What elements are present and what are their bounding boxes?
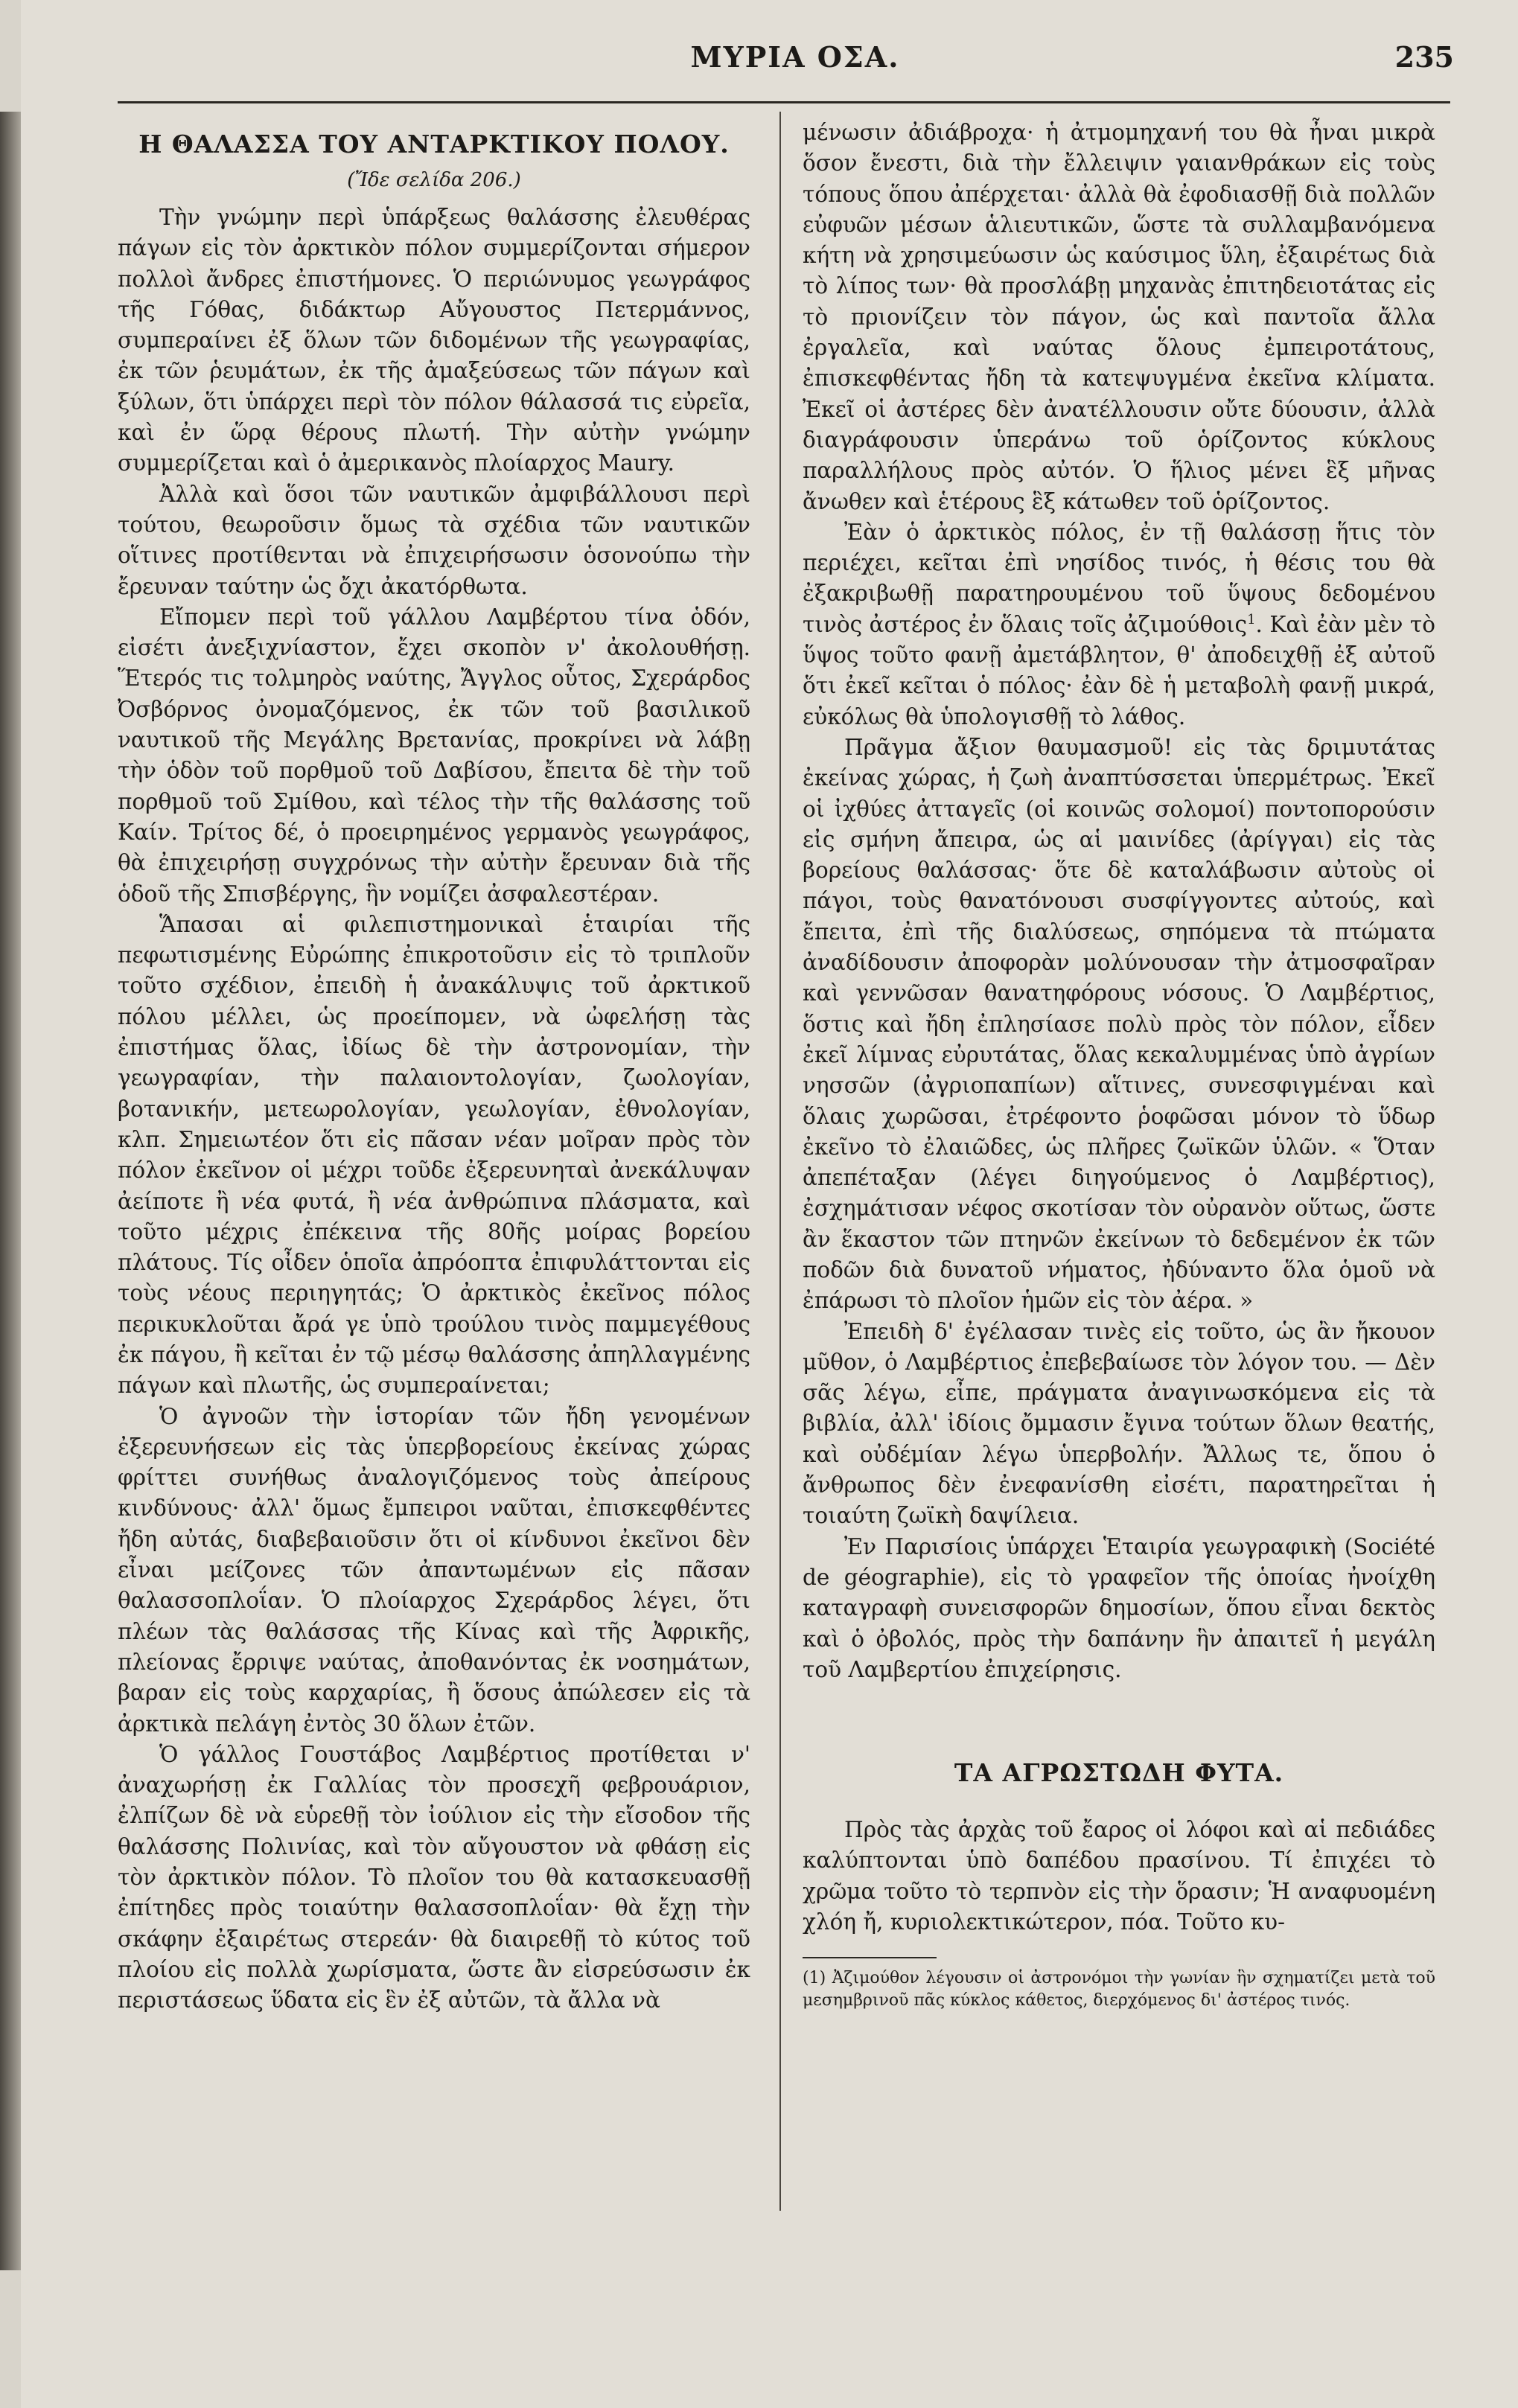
paragraph: μένωσιν ἀδιάβροχα· ἡ ἀτμομηχανή του θὰ ἦναι μικρὰ ὅσον ἔνεστι, διὰ τὴν ἔλλειψιν γαιανθράκων εἰς τοὺς τόπους ὅπου ἀπέρχεται· ἀλλὰ θὰ ἐφοδιασθῇ διὰ πολλῶν εὐφυῶν μέσων ἁλιευτικῶν, ὥστε τὰ συλλαμβανόμενα κήτη νὰ χρησιμεύωσιν ὡς καύσιμος ὕλη, ἐξαιρέτως διὰ τὸ λίπος των· θὰ προσλάβῃ μηχανὰς ἐπιτηδειοτάτας εἰς τὸ πριονίζειν τὸν πάγον, ὡς καὶ παντοῖα ἄλλα ἐργαλεῖα, καὶ ναύτας ὅλους ἐμπειροτάτους, ἐπισκεφθέντας ἤδη τὰ κατεψυγμένα ἐκεῖνα κλίματα. Ἐκεῖ οἱ ἀστέρες δὲν ἀνατέλλουσιν οὔτε δύουσιν, ἀλλὰ διαγράφουσιν ὑπεράνω τοῦ ὁρίζοντος κύκλους παραλλήλους πρὸς αὐτόν. Ὁ ἥλιος μένει ἓξ μῆνας ἄνωθεν καὶ ἑτέρους ἓξ κάτωθεν τοῦ ὁρίζοντος. bbox=[803, 120, 1435, 514]
article-title: Η ΘΑΛΑΣΣΑ ΤΟΥ ΑΝΤΑΡΚΤΙΚΟΥ ΠΟΛΟΥ. bbox=[138, 130, 730, 159]
paragraph: Ἐπειδὴ δ' ἐγέλασαν τινὲς εἰς τοῦτο, ὡς ἂν ἤκουον μῦθον, ὁ Λαμβέρτιος ἐπεβεβαίωσε τὸν λόγον του. — Δὲν σᾶς λέγω, εἶπε, πράγματα ἀναγινωσκόμενα εἰς τὰ βιβλία, ἀλλ' ἰδίοις ὄμμασιν ἔγινα τούτων ὅλων θεατής, καὶ οὐδέμίαν λέγω ὑπερβολήν. Ἄλλως τε, ὅπου ὁ ἄνθρωπος δὲν ἐνεφανίσθη εἰσέτι, παρατηρεῖται ἡ τοιαύτη ζωϊκὴ δαψίλεια. bbox=[803, 1318, 1435, 1529]
running-head-title: ΜΥΡΙΑ ΟΣΑ. bbox=[690, 40, 900, 74]
paragraph-with-footnote bbox=[803, 517, 1435, 732]
paragraph: Ἅπασαι αἱ φιλεπιστημονικαὶ ἑταιρίαι τῆς πεφωτισμένης Εὐρώπης ἐπικροτοῦσιν εἰς τὸ τριπλοῦν τοῦτο σχέδιον, ἐπειδὴ ἡ ἀνακάλυψις τοῦ ἀρκτικοῦ πόλου μέλλει, ὡς προείπομεν, νὰ ὠφελήσῃ τὰς ἐπιστήμας ὅλας, ἰδίως δὲ τὴν ἀστρονομίαν, τὴν γεωγραφίαν, τὴν παλαιοντολογίαν, ζωολογίαν, βοτανικήν, μετεωρολογίαν, γεωλογίαν, ἐθνολογίαν, κλπ. Σημειωτέον ὅτι εἰς πᾶσαν νέαν μοῖραν πρὸς τὸν πόλον ἐκεῖνον οἱ μέχρι τοῦδε ἐξερευνηταὶ ἀνεκάλυψαν ἀείποτε ἢ νέα φυτά, ἢ νέα ἀνθρώπινα πλάσματα, καὶ τοῦτο μέχρις ἐπέκεινα τῆς 80ῆς μοίρας βορείου πλάτους. Τίς οἶδεν ὁποῖα ἀπρόοπτα ἐπιφυλάττονται εἰς τοὺς νέους περιηγητάς; Ὁ ἀρκτικὸς ἐκεῖνος πόλος περικυκλοῦται ἄρά γε ὑπὸ τρούλου τινὸς παμμεγέθους ἐκ πάγου, ἢ κεῖται ἐν τῷ μέσῳ θαλάσσης ἀπηλλαγμένης πάγων καὶ πλωτῆς, ὡς συμπεραίνεται; bbox=[118, 911, 750, 1399]
paragraph: Πρᾶγμα ἄξιον θαυμασμοῦ! εἰς τὰς δριμυτάτας ἐκείνας χώρας, ἡ ζωὴ ἀναπτύσσεται ὑπερμέτρως. Ἐκεῖ οἱ ἰχθύες ἀτταγεῖς (οἱ κοινῶς σολομοί) ποντοπορούσιν εἰς σμήνη ἄπειρα, ὡς αἱ μαινίδες (ἀρίγγαι) εἰς τὰς βορείους θαλάσσας· ὅτε δὲ καταλάβωσιν αὐτοὺς οἱ πάγοι, τοὺς θανατόνουσι συσφίγγοντες αὐτούς, καὶ ἔπειτα, ἐπὶ τῆς διαλύσεως, σηπόμενα τὰ πτώματα ἀναδίδουσιν ἀποφορὰν μολύνουσαν τὴν ἀτμοσφαῖραν καὶ γεννῶσαν θανατηφόρους νόσους. Ὁ Λαμβέρτιος, ὅστις καὶ ἤδη ἐπλησίασε πολὺ πρὸς τὸν πόλον, εἶδεν ἐκεῖ λίμνας εὐρυτάτας, ὅλας κεκαλυμμένας ὑπὸ ἀγρίων νησσῶν (ἀγριοπαπίων) αἵτινες, συνεσφιγμέναι καὶ ὅλαις χωρῶσαι, ἐτρέφοντο ῥοφῶσαι μόνον τὸ ὕδωρ ἐκεῖνο τὸ ἐλαιῶδες, ὡς πλῆρες ζωϊκῶν ὑλῶν. « Ὅταν ἀπεπέταξαν (λέγει διηγούμενος ὁ Λαμβέρτιος), ἐσχημάτισαν νέφος σκοτίσαν τὸν οὐρανὸν οὕτως, ὥστε ἂν ἕκαστον τῶν πτηνῶν ἐκείνων τὸ δεδεμένον ἐκ τῶν ποδῶν διὰ δυνατοῦ νήματος, ἠδύναντο ὅλα ὁμοῦ νὰ ἐπάρωσι τὸ πλοῖον ἡμῶν εἰς τὸν ἀέρα. » bbox=[803, 734, 1435, 1314]
footnote-marker: 1 bbox=[1247, 611, 1256, 627]
binding-gutter bbox=[0, 112, 21, 2270]
header-rule bbox=[118, 101, 1450, 103]
paragraph: Ἀλλὰ καὶ ὅσοι τῶν ναυτικῶν ἀμφιβάλλουσι περὶ τούτου, θεωροῦσιν ὅμως τὰ σχέδια τῶν ναυτικῶν οἵτινες προτίθενται νὰ ἐπιχειρήσωσιν ὁσονούπω τὴν ἔρευναν ταύτην ὡς ὄχι ἀκατόρθωτα. bbox=[118, 481, 750, 599]
paragraph: Πρὸς τὰς ἀρχὰς τοῦ ἔαρος οἱ λόφοι καὶ αἱ πεδιάδες καλύπτονται ὑπὸ δαπέδου πρασίνου. Τί ἐπιχέει τὸ χρῶμα τοῦτο τὸ τερπνὸν εἰς τὴν ὅρασιν; Ἡ αναφυομένη χλόη ἤ, κυριολεκτικώτερον, πόα. Τοῦτο κυ- bbox=[803, 1817, 1435, 1935]
section-title: ΤΑ ΑΓΡΩΣΤΩΔΗ ΦΥΤΑ. bbox=[954, 1758, 1284, 1788]
book-page bbox=[21, 0, 1518, 2408]
paragraph: Ἐν Παρισίοις ὑπάρχει Ἑταιρία γεωγραφικὴ (Société de géographie), εἰς τὸ γραφεῖον τῆς ὁποίας ἠνοίχθη καταγραφὴ συνεισφορῶν δημοσίων, ὅπου εἶναι δεκτὸς καὶ ὁ ὀβολός, πρὸς τὴν δαπάνην ἣν ἀπαιτεῖ ἡ μεγάλη τοῦ Λαμβερτίου ἐπιχείρησις. bbox=[803, 1533, 1435, 1682]
paragraph: Εἴπομεν περὶ τοῦ γάλλου Λαμβέρτου τίνα ὁδόν, εἰσέτι ἀνεξιχνίαστον, ἔχει σκοπὸν ν' ἀκολουθήσῃ. Ἕτερός τις τολμηρὸς ναύτης, Ἄγγλος οὗτος, Σχεράρδος Ὀσβόρνος ὀνομαζόμενος, ἐκ τῶν τοῦ βασιλικοῦ ναυτικοῦ τῆς Μεγάλης Βρετανίας, προκρίνει νὰ λάβῃ τὴν ὁδὸν τοῦ πορθμοῦ τοῦ Δαβίσου, ἔπειτα δὲ τὴν τοῦ πορθμοῦ τοῦ Σμίθου, καὶ τέλος τὴν τῆς θαλάσσης τοῦ Καίν. Τρίτος δέ, ὁ προειρημένος γερμανὸς γεωγράφος, θὰ ἐπιχειρήσῃ συγχρόνως τὴν αὐτὴν ἔρευναν διὰ τῆς ὁδοῦ τῆς Σπισβέργης, ἣν νομίζει ἀσφαλεστέραν. bbox=[118, 604, 750, 907]
page-number: 235 bbox=[1394, 40, 1454, 74]
paragraph: Ὁ γάλλος Γουστάβος Λαμβέρτιος προτίθεται ν' ἀναχωρήσῃ ἐκ Γαλλίας τὸν προσεχῆ φεβρουάριον, ἐλπίζων δὲ νὰ εὑρεθῇ τὸν ἰούλιον εἰς τὴν εἴσοδον τῆς θαλάσσης Πολινίας, καὶ τὸν αὔγουστον νὰ φθάσῃ εἰς τὸν ἀρκτικὸν πόλον. Τὸ πλοῖον του θὰ κατασκευασθῇ ἐπίτηδες πρὸς τοιαύτην θαλασσοπλοΐαν· θὰ ἔχῃ τὴν σκάφην ἐξαιρέτως στερεάν· θὰ διαιρεθῇ τὸ κύτος τοῦ πλοίου εἰς πολλὰ χωρίσματα, ὥστε ἂν εἰσρεύσωσιν ἐκ περιστάσεως ὕδατα εἰς ἓν ἐξ αὐτῶν, τὰ ἄλλα νὰ bbox=[118, 1741, 750, 2013]
right-column bbox=[803, 118, 1435, 2012]
paragraph-text: Ἐὰν ὁ ἀρκτικὸς πόλος, ἐν τῇ θαλάσσῃ ἥτις τὸν περιέχει, κεῖται ἐπὶ νησίδος τινός, ἡ θέσις του θὰ ἐξακριβωθῇ παρατηρουμένου τοῦ ὕψους δεδομένου τινὸς ἀστέρος ἐν ὅλαις τοῖς ἀζιμούθοις bbox=[803, 519, 1435, 637]
footnote-rule bbox=[803, 1957, 937, 1958]
paragraph: Ὁ ἀγνοῶν τὴν ἱστορίαν τῶν ἤδη γενομένων ἐξερευνήσεων εἰς τὰς ὑπερβορείους ἐκείνας χώρας φρίττει συνήθως ἀναλογιζόμενος τοὺς ἀπείρους κινδύνους· ἀλλ' ὅμως ἔμπειροι ναῦται, ἐπισκεφθέντες ἤδη αὐτάς, διαβεβαιοῦσιν ὅτι οἱ κίνδυνοι ἐκεῖνοι δὲν εἶναι μείζονες τῶν ἀπαντωμένων εἰς πᾶσαν θαλασσοπλοΐαν. Ὁ πλοίαρχος Σχεράρδος λέγει, ὅτι πλέων τὰς θαλάσσας τῆς Κίνας καὶ τῆς Ἀφρικῆς, πλείονας ἔρριψε ναύτας, ἀποθανόντας ἐκ νοσημάτων, βαραν εἰς τοὺς καρχαρίας, ἢ ὅσους ἀπώλεσεν εἰς τὰ ἀρκτικὰ πελάγη ἐντὸς 30 ὅλων ἐτῶν. bbox=[118, 1403, 750, 1737]
paragraph-text: . Καὶ ἐὰν μὲν τὸ ὕψος τοῦτο φανῇ ἀμετάβλητον, θ' ἀποδειχθῇ ἐξ αὐτοῦ ὅτι ἐκεῖ κεῖται ὁ πόλος· ἐὰν δὲ ἡ μεταβολὴ φανῇ μικρά, εὐκόλως θὰ ὑπολογισθῇ τὸ λάθος. bbox=[803, 611, 1435, 729]
paragraph: Τὴν γνώμην περὶ ὑπάρξεως θαλάσσης ἐλευθέρας πάγων εἰς τὸν ἀρκτικὸν πόλον συμμερίζονται σήμερον πολλοὶ ἄνδρες ἐπιστήμονες. Ὁ περιώνυμος γεωγράφος τῆς Γόθας, διδάκτωρ Αὔγουστος Πετερμάννος, συμπεραίνει ἐξ ὅλων τῶν διδομένων τῆς γεωγραφίας, ἐκ τῶν ῥευμάτων, ἐκ τῆς ἀμαξεύσεως τῶν πάγων καὶ ξύλων, ὅτι ὑπάρχει περὶ τὸν πόλον θάλασσά τις εὐρεῖα, καὶ ἐν ὥρᾳ θέρους πλωτή. Τὴν αὐτὴν γνώμην συμμερίζεται καὶ ὁ ἀμερικανὸς πλοίαρχος Maury. bbox=[118, 205, 750, 476]
page-reference: (Ἴδε σελίδα 206.) bbox=[347, 169, 521, 191]
left-column bbox=[118, 118, 750, 2016]
column-divider bbox=[779, 112, 781, 2211]
footnote: (1) Ἀζιμούθον λέγουσιν οἱ ἀστρονόμοι τὴν γωνίαν ἣν σχηματίζει μετὰ τοῦ μεσημβρινοῦ πᾶς κύκλος κάθετος, διερχόμενος δι' ἀστέρος τινός. bbox=[803, 1969, 1435, 2011]
running-head bbox=[21, 40, 1518, 85]
